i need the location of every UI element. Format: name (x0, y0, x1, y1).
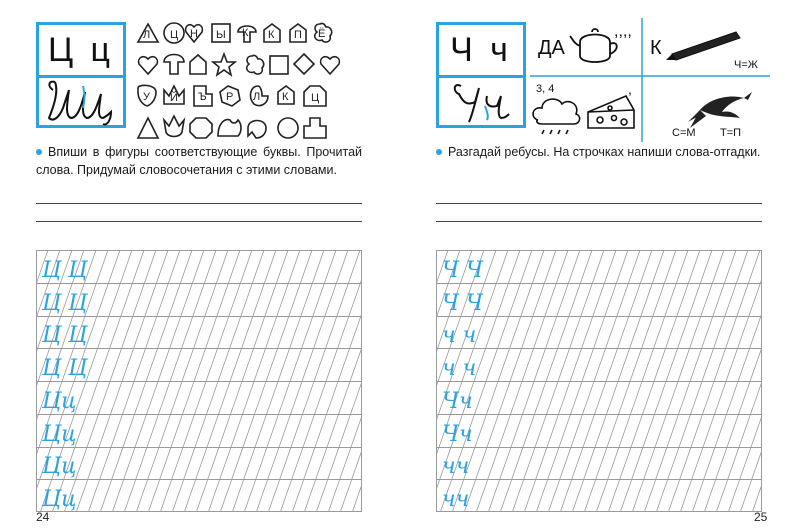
right-sample-row: Чч (442, 422, 473, 447)
instruction-right-text: Разгадай ребусы. На строчках напиши слова-отгадки. (448, 145, 761, 159)
left-sample-row: Цц (42, 422, 77, 447)
printed-letter-ts: Ц ц (39, 25, 123, 78)
left-sample-row: Цц (42, 389, 77, 414)
letter-box-ch (436, 22, 526, 128)
teapot-icon (570, 29, 617, 62)
rebus2-sub: Ч=Ж (734, 59, 758, 71)
shape-row1-letters (143, 27, 325, 41)
letter-box-ts (36, 22, 126, 128)
right-page (400, 0, 800, 531)
svg-text:Й: Й (170, 92, 178, 104)
rebus4-sub1: С=М (672, 127, 696, 139)
cursive-letter-ts-area (39, 78, 123, 125)
bullet-icon (436, 149, 442, 155)
shape-row2 (139, 54, 340, 75)
cursive-letter-ch-area (439, 78, 523, 125)
svg-text:П: П (294, 29, 302, 41)
page-number-left: 24 (36, 510, 50, 524)
answer-line-4[interactable] (436, 221, 762, 222)
svg-text:Ц: Ц (311, 92, 320, 104)
left-sample-row: Ц Ц (42, 356, 88, 381)
rebus2-letter: К (650, 37, 662, 59)
cheese-icon (588, 96, 634, 128)
instruction-left-text: Впиши в фигуры соответствующие буквы. Прочитай слова. Придумай словосочетания с этими словами. (36, 145, 362, 177)
svg-text:Р: Р (226, 91, 234, 103)
svg-text:К: К (242, 27, 249, 39)
copybook-grid-right[interactable] (436, 250, 762, 512)
copybook-grid-left[interactable] (36, 250, 362, 512)
shape-row3-letters (143, 91, 319, 104)
rebus3-numbers: 3, 4 (536, 83, 555, 95)
swallow-icon (688, 92, 752, 128)
svg-text:Н: Н (190, 28, 198, 40)
right-sample-row: Ч Ч (442, 291, 484, 316)
svg-text:Л: Л (143, 29, 151, 41)
right-sample-row: Чч (442, 389, 473, 414)
right-sample-row: ч ч (442, 356, 477, 381)
shape-row4 (138, 116, 326, 138)
rebus4-sub2: Т=П (720, 127, 742, 139)
svg-text:К: К (268, 29, 275, 41)
left-sample-row: Цц (42, 487, 77, 512)
svg-text:Ы: Ы (216, 29, 226, 41)
rebus-2 (650, 32, 758, 71)
right-sample-row: ч ч (442, 323, 477, 348)
left-sample-row: Ц Ц (42, 258, 88, 283)
right-sample-row: Ч Ч (442, 258, 484, 283)
rebus-1 (538, 23, 632, 62)
right-sample-row: чч (442, 454, 470, 479)
svg-text:У: У (143, 91, 150, 103)
instruction-left (36, 143, 362, 179)
svg-text:Ц: Ц (170, 29, 179, 41)
bullet-icon (36, 149, 42, 155)
rebus3-comma: , (628, 81, 632, 97)
cursive-ch-icon (439, 78, 523, 128)
left-sample-row: Цц (42, 454, 77, 479)
svg-text:Ё: Ё (318, 28, 326, 40)
rebus-3 (533, 81, 634, 134)
cloud-icon (533, 99, 580, 134)
page-number-right: 25 (754, 510, 768, 524)
answer-line-1[interactable] (36, 203, 362, 204)
rebus1-commas: ,,,, (614, 23, 632, 40)
svg-text:Ъ: Ъ (198, 91, 207, 103)
answer-line-3[interactable] (436, 203, 762, 204)
rebus-grid (530, 18, 770, 142)
printed-letter-ch: Ч ч (439, 25, 523, 78)
rebus1-text: ДА (538, 37, 565, 59)
svg-text:Л: Л (253, 91, 261, 103)
left-sample-row: Ц Ц (42, 323, 88, 348)
left-sample-row: Ц Ц (42, 291, 88, 316)
svg-text:К: К (282, 91, 289, 103)
right-sample-row: чч (442, 487, 470, 512)
shape-puzzle (134, 20, 364, 140)
rebus-4 (672, 92, 752, 139)
pen-icon (666, 32, 740, 60)
answer-line-2[interactable] (36, 221, 362, 222)
instruction-right (436, 143, 762, 161)
cursive-ts-icon (39, 78, 123, 128)
